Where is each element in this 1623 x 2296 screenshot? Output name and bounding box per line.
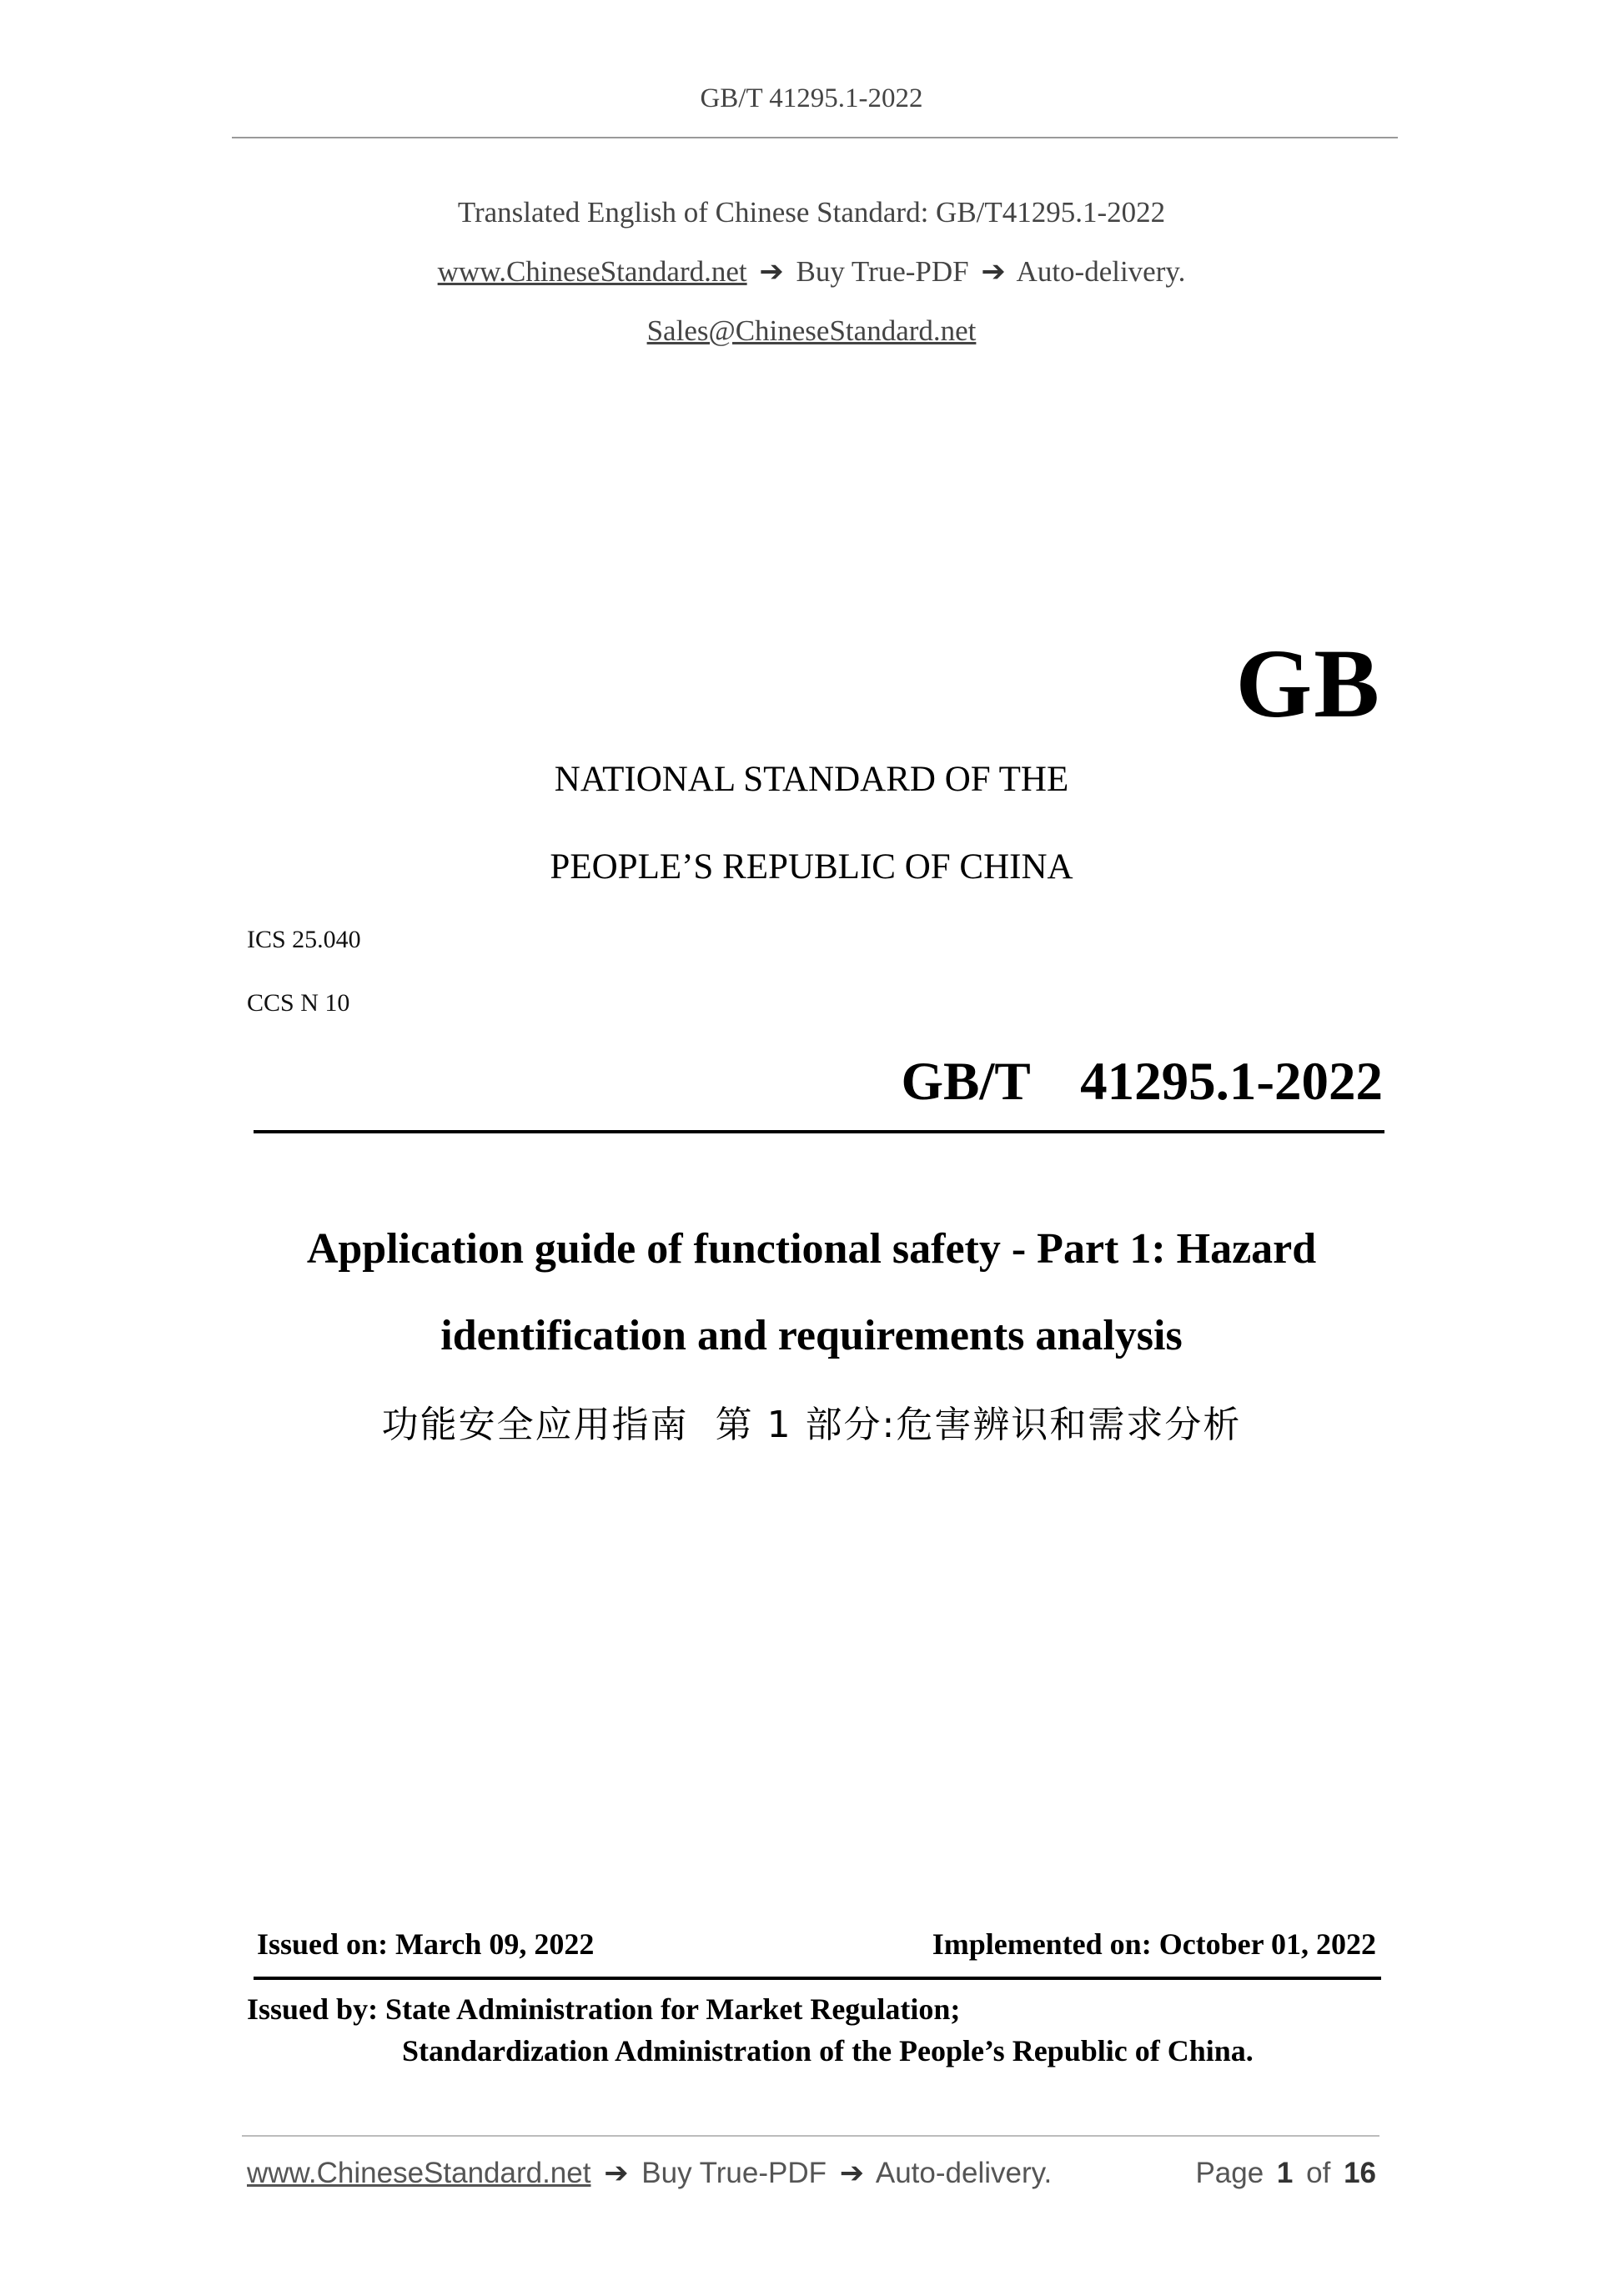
- purchase-line: [0, 255, 1623, 289]
- right-arrow-icon: ➔: [981, 255, 1006, 288]
- page-indicator: [1195, 2157, 1376, 2190]
- page-current: 1: [1276, 2157, 1294, 2189]
- implemented-on-date: Implemented on: October 01, 2022: [932, 1927, 1376, 1961]
- dates-divider: [254, 1977, 1381, 1980]
- right-arrow-icon: ➔: [759, 255, 784, 288]
- right-arrow-icon: ➔: [604, 2157, 629, 2189]
- running-header: GB/T 41295.1-2022: [700, 83, 923, 113]
- footer-divider: [242, 2135, 1379, 2137]
- email-link[interactable]: Sales@ChineseStandard.net: [646, 314, 977, 347]
- national-standard-line-1: NATIONAL STANDARD OF THE: [554, 760, 1069, 799]
- footer-buy-text: Buy True-PDF: [641, 2157, 827, 2189]
- footer-site-link[interactable]: www.ChineseStandard.net: [247, 2157, 591, 2189]
- header-divider: [232, 137, 1398, 138]
- issued-by-line-2: Standardization Administration of the People’s Republic of China.: [402, 2034, 1254, 2067]
- site-link[interactable]: www.ChineseStandard.net: [437, 255, 747, 288]
- email-line: [0, 314, 1623, 348]
- translation-notice: Translated English of Chinese Standard: GB/T41295.1-2022: [457, 196, 1166, 229]
- delivery-text: Auto-delivery.: [1016, 255, 1186, 288]
- national-standard-line-2: PEOPLE’S REPUBLIC OF CHINA: [550, 847, 1073, 887]
- ics-code: ICS 25.040: [247, 926, 361, 953]
- page-label: Page: [1195, 2157, 1264, 2189]
- footer-delivery-text: Auto-delivery.: [875, 2157, 1053, 2189]
- issued-by-line-1: Issued by: State Administration for Market Regulation;: [247, 1992, 961, 2026]
- standard-number-rule: [254, 1130, 1384, 1133]
- english-title-line-2: identification and requirements analysis: [440, 1312, 1183, 1359]
- gb-logo: GB: [1235, 629, 1381, 738]
- standard-number: GB/T 41295.1-2022: [901, 1052, 1383, 1112]
- footer-purchase-line: [247, 2157, 1052, 2190]
- english-title-line-1: Application guide of functional safety - Part 1: Hazard: [306, 1225, 1317, 1273]
- of-label: of: [1306, 2157, 1331, 2189]
- right-arrow-icon: ➔: [839, 2157, 865, 2189]
- buy-text: Buy True-PDF: [796, 255, 969, 288]
- ccs-code: CCS N 10: [247, 989, 350, 1017]
- chinese-title: 功能安全应用指南 第 1 部分:危害辨识和需求分析: [381, 1404, 1242, 1446]
- issued-on-date: Issued on: March 09, 2022: [257, 1927, 595, 1961]
- page-total: 16: [1344, 2157, 1376, 2189]
